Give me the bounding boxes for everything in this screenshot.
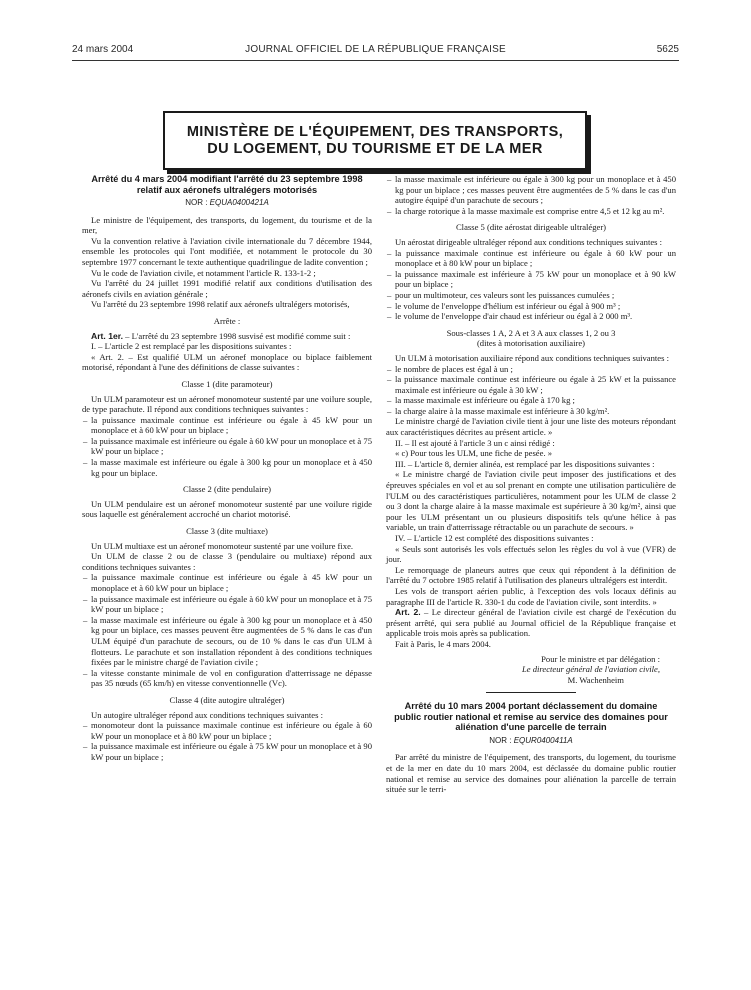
section-ii-c: « c) Pour tous les ULM, une fiche de pesée. » (395, 448, 553, 459)
section-iv-quote-1: « Seuls sont autorisés les vols effectués selon les règles du vol à vue (VFR) de jour. (386, 543, 676, 565)
section-iv-quote-2: Le remorquage de planeurs autres que ceux qui répondent à la définition de l'arrêté du 7 octobre 1985 relatif à l'utilisation des planeurs ultralégers est interdit. (386, 564, 676, 586)
preamble-line: Vu l'arrêté du 23 septembre 1998 relatif aux aéronefs ultralégers motorisés, (91, 299, 350, 310)
ministry-line-2: DU LOGEMENT, DU TOURISME ET DE LA MER (207, 140, 543, 157)
classe-2-intro: Un ULM pendulaire est un aéronef monomoteur sustenté par une voilure rigide sous laquelle est généralement accroché un chariot motorisé. (82, 498, 372, 520)
list-item: – la puissance maximale est inférieure ou égale à 60 kW pour un monoplace et à 75 kW pour un biplace ; (82, 594, 372, 615)
list-item: – le volume de l'enveloppe d'air chaud est inférieur ou égal à 2 000 m³. (386, 311, 676, 322)
header-journal-title: JOURNAL OFFICIEL DE LA RÉPUBLIQUE FRANÇAISE (245, 44, 506, 55)
classe-4-list-right (386, 174, 676, 216)
signature-line-2: Le directeur général de l'aviation civile, (521, 664, 660, 675)
nor-label: NOR : (489, 735, 514, 745)
list-item: – la masse maximale est inférieure ou égale à 300 kg pour un monoplace et à 450 kg pour un biplace ; ces masses peuvent être augmentées de 5 % dans le cas d'un autogire équipé d'un parachute de secours ; (386, 174, 676, 206)
sousclasses-list (386, 364, 676, 417)
list-item: – la charge rotorique à la masse maximale est comprise entre 4,5 et 12 kg au m². (386, 206, 676, 217)
classe-4-intro: Un autogire ultraléger répond aux conditions techniques suivantes : (91, 709, 323, 720)
list-item: – la masse maximale est inférieure ou égale à 300 kg pour un monoplace et à 450 kg pour un biplace, ces masses peuvent être augmentées de 5 % dans le cas d'un ULM équipé d'un parachute de secours, ou de 10 % dans le cas d'un ULM à flotteurs. Le parachute et son installation répondent à des conditions techniques fixées par le ministre chargé de l'aviation civile ; (82, 615, 372, 668)
ministry-line-1: MINISTÈRE DE L'ÉQUIPEMENT, DES TRANSPORTS, (186, 123, 564, 140)
nor-label: NOR : (185, 198, 210, 207)
preamble-line: Vu l'arrêté du 24 juillet 1991 modifié relatif aux conditions d'utilisation des aéronefs civils en aviation générale ; (82, 278, 372, 299)
list-item: – le nombre de places est égal à un ; (386, 364, 676, 375)
nor-code: EQUA0400421A (209, 198, 269, 207)
classe-4-heading: Classe 4 (dite autogire ultraléger) (169, 694, 285, 705)
fait-a-paris: Fait à Paris, le 4 mars 2004. (395, 638, 491, 649)
list-item: – la charge alaire à la masse maximale est inférieure à 30 kg/m². (386, 406, 676, 417)
list-item: – la puissance maximale continue est inférieure ou égale à 60 kW pour un monoplace et à 80 kW pour un biplace ; (386, 248, 676, 269)
article-1-text: – L'arrêté du 23 septembre 1998 susvisé est modifié comme suit : (123, 330, 351, 341)
classe-1-heading: Classe 1 (dite paramoteur) (181, 378, 273, 389)
article-1 (82, 331, 372, 342)
list-item: – monomoteur dont la puissance maximale continue est inférieure ou égale à 60 kW pour un monoplace et à 80 kW pour un biplace ; (82, 720, 372, 741)
list-item: – la puissance maximale continue est inférieure ou égale à 45 kW pour un monoplace et à 60 kW pour un biplace ; (82, 415, 372, 436)
list-item: – le volume de l'enveloppe d'hélium est inférieur ou égal à 900 m³ ; (386, 301, 676, 312)
preamble-line: Le ministre de l'équipement, des transports, du logement, du tourisme et de la mer, (82, 214, 372, 236)
section-ii: II. – Il est ajouté à l'article 3 un c ainsi rédigé : (395, 437, 555, 448)
classe-2-heading: Classe 2 (dite pendulaire) (182, 484, 272, 495)
classe-1-intro: Un ULM paramoteur est un aéronef monomoteur sustenté par une voilure souple, de type parachute. Il répond aux conditions techniques suivantes : (82, 393, 372, 415)
classe-1-list (82, 415, 372, 479)
page-header (72, 44, 679, 58)
article-2 (386, 607, 676, 639)
preamble-line: Vu le code de l'aviation civile, et notamment l'article R. 133-1-2 ; (91, 267, 316, 278)
sousclasses-intro: Un ULM à motorisation auxiliaire répond aux conditions techniques suivantes : (395, 352, 669, 363)
article-1-lead: Art. 1er. (91, 330, 124, 341)
arrete-word: Arrête : (213, 315, 241, 326)
classe-3-heading: Classe 3 (dite multiaxe) (186, 526, 268, 537)
ministry-banner (163, 111, 587, 170)
list-item: – la puissance maximale continue est inférieure ou égale à 25 kW et la puissance maximale est inférieure ou égale à 30 kW ; (386, 374, 676, 395)
list-item: – la puissance maximale est inférieure ou égale à 60 kW pour un monoplace et à 75 kW pour un biplace ; (82, 436, 372, 457)
list-item: – la puissance maximale est inférieure ou égale à 75 kW pour un monoplace et à 90 kW pour un biplace ; (82, 741, 372, 762)
list-item: – pour un multimoteur, ces valeurs sont les puissances cumulées ; (386, 290, 676, 301)
header-rule (72, 60, 679, 61)
sousclasses-closing: Le ministre chargé de l'aviation civile tient à jour une liste des moteurs répondant aux caractéristiques décrites au présent article. » (386, 416, 676, 438)
arrete-1-title: Arrêté du 4 mars 2004 modifiant l'arrêté du 23 septembre 1998 relatif aux aéronefs ultralégers motorisés (91, 174, 363, 195)
left-column (82, 174, 372, 763)
signature-line-1: Pour le ministre et par délégation : (541, 653, 660, 664)
classe-5-list (386, 248, 676, 322)
article-1-section-i: I. – L'article 2 est remplacé par les dispositions suivantes : (91, 341, 292, 352)
classe-5-intro: Un aérostat dirigeable ultraléger répond aux conditions techniques suivantes : (395, 236, 663, 247)
sousclasses-heading: Sous-classes 1 A, 2 A et 3 A aux classes 1, 2 ou 3 (446, 327, 616, 338)
section-divider (486, 692, 576, 693)
classe-5-heading: Classe 5 (dite aérostat dirigeable ultraléger) (455, 222, 607, 233)
arrete-1-nor (82, 198, 372, 209)
classe-3-list (82, 572, 372, 689)
article-2-quote: « Art. 2. – Est qualifié ULM un aéronef monoplace ou biplace faiblement motorisé, répondant à l'une des définitions de classe suivantes : (82, 351, 372, 373)
classe-4-list-left (82, 720, 372, 762)
preamble-line: Vu la convention relative à l'aviation civile internationale du 7 décembre 1944, ensemble les protocoles qui l'ont modifiée, et notamment le protocole du 30 septembre 1977 concernant le texte authentique quadrilingue de ladite convention ; (82, 235, 372, 267)
header-date: 24 mars 2004 (72, 44, 134, 55)
article-2-text: – Le directeur général de l'aviation civile est chargé de l'exécution du présent arrêté, qui sera publié au Journal officiel de la République française et applicable trois mois après sa publication. (386, 607, 676, 639)
nor-code: EQUR0400411A (513, 735, 573, 745)
section-iii: III. – L'article 8, dernier alinéa, est remplacé par les dispositions suivantes : (395, 458, 655, 469)
list-item: – la vitesse constante minimale de vol en configuration d'atterrissage ne dépasse pas 35 nœuds (65 km/h) en vitesse conventionnelle (Vc). (82, 668, 372, 689)
list-item: – la masse maximale est inférieure ou égale à 300 kg pour un monoplace et à 450 kg pour un biplace. (82, 457, 372, 478)
classe-3-intro: Un ULM multiaxe est un aéronef monomoteur sustenté par une voilure fixe. (91, 540, 354, 551)
signature-name: M. Wachenheim (567, 674, 624, 685)
section-iv: IV. – L'article 12 est complété des dispositions suivantes : (395, 533, 594, 543)
right-column (386, 174, 676, 795)
list-item: – la masse maximale est inférieure ou égale à 170 kg ; (386, 395, 676, 406)
list-item: – la puissance maximale continue est inférieure ou égale à 45 kW pour un monoplace et à 60 kW pour un biplace ; (82, 572, 372, 593)
section-iii-quote: « Le ministre chargé de l'aviation civile peut imposer des justifications et des épreuves spéciales en vol et au sol prenant en compte une utilisation particulière de l'ULM ou des caractéristiques particulières, notamment pour les ULM de classe 2 ou 3 dont la charge alaire à la masse maximale est supérieure à 30 kg/m², ainsi que pour les ULM présentant un ou plusieurs dispositifs tels qu'une hélice à pas variable, un train d'atterrissage rétractable ou un parachute de secours. » (386, 469, 676, 533)
arrete-2-nor (386, 736, 676, 747)
sousclasses-subheading: (dites à motorisation auxiliaire) (476, 338, 586, 349)
arrete-2-text: Par arrêté du ministre de l'équipement, des transports, du logement, du tourisme et de la mer en date du 10 mars 2004, est déclassée du domaine public routier national et remise au service des domaines pour aliénation la parcelle de terrain située sur le terri- (386, 752, 676, 795)
header-page-number: 5625 (656, 44, 679, 55)
article-2-lead: Art. 2. (395, 607, 421, 618)
list-item: – la puissance maximale est inférieure à 75 kW pour un monoplace et à 90 kW pour un biplace ; (386, 269, 676, 290)
classe-3-intro-2: Un ULM de classe 2 ou de classe 3 (pendulaire ou multiaxe) répond aux conditions techniques suivantes : (82, 551, 372, 572)
section-iv-quote-3: Les vols de transport aérien public, à l'exception des vols locaux définis au paragraphe III de l'article R. 330-1 du code de l'aviation civile, sont interdits. » (386, 585, 676, 607)
arrete-2-title: Arrêté du 10 mars 2004 portant déclassement du domaine public routier national et remise au service des domaines pour aliénation d'une parcelle de terrain (394, 701, 668, 733)
